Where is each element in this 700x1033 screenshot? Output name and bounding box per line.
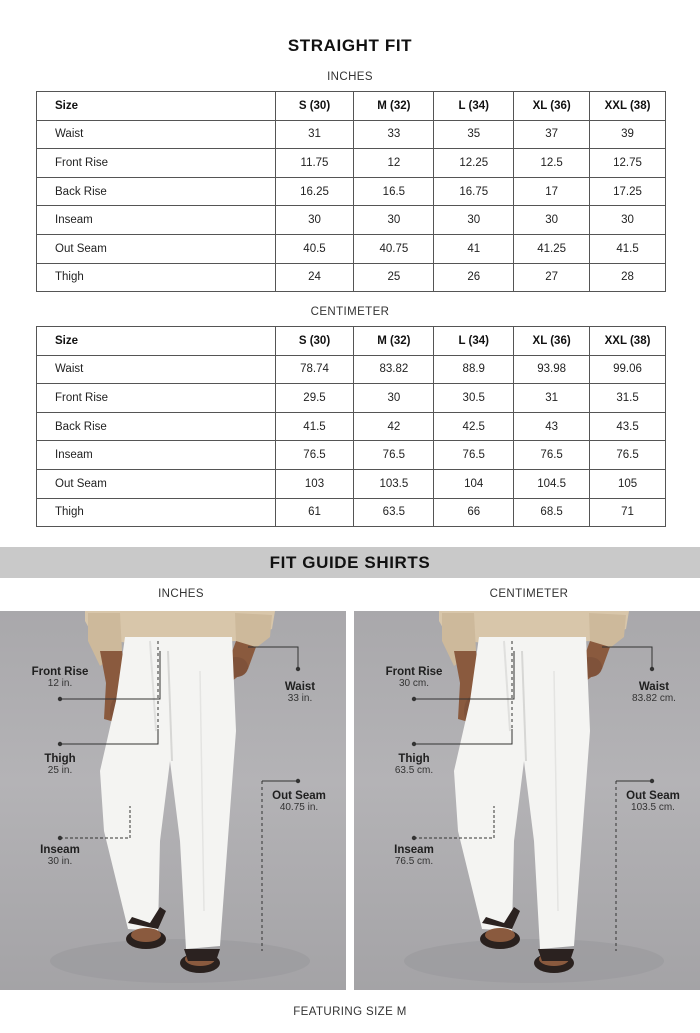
front-rise-annotation: [374, 666, 454, 689]
table-cell: 61: [275, 498, 354, 527]
table-cell: 35: [434, 120, 514, 149]
table-cell: 12: [354, 149, 434, 178]
table-cell: 105: [590, 469, 666, 498]
table-row: [37, 149, 666, 178]
inseam-value: 30 in.: [47, 856, 73, 867]
table-cell: 88.9: [434, 355, 514, 384]
measurement-name-cell: Waist: [37, 355, 276, 384]
table-cell: 76.5: [514, 441, 590, 470]
out-seam-label: Out Seam: [626, 790, 680, 802]
inches-model-photo: [0, 611, 346, 990]
measurement-name-cell: Inseam: [37, 206, 276, 235]
front-rise-label: Front Rise: [31, 666, 89, 678]
table-cell: 42: [354, 412, 434, 441]
thigh-label: Thigh: [44, 753, 76, 765]
thigh-value: 25 in.: [47, 765, 73, 776]
table-cell: 16.5: [354, 177, 434, 206]
table-cell: 41: [434, 234, 514, 263]
table-cell: 40.5: [275, 234, 354, 263]
measurement-name-cell: Waist: [37, 120, 276, 149]
centimeter-size-table: [36, 326, 666, 527]
waist-value: 83.82 cm.: [632, 693, 676, 704]
front-rise-label: Front Rise: [385, 666, 443, 678]
table-cell: 16.75: [434, 177, 514, 206]
page-title: STRAIGHT FIT: [287, 36, 413, 55]
table-cell: 30: [354, 206, 434, 235]
table-cell: 27: [514, 263, 590, 292]
front-rise-value: 30 cm.: [398, 678, 429, 689]
table-header-row: [37, 92, 666, 121]
waist-value: 33 in.: [287, 693, 313, 704]
table-row: [37, 469, 666, 498]
fit-guide-title: FIT GUIDE SHIRTS: [269, 553, 431, 572]
out-seam-label: Out Seam: [272, 790, 326, 802]
table-cell: 99.06: [590, 355, 666, 384]
table-cell: 71: [590, 498, 666, 527]
table-cell: 11.75: [275, 149, 354, 178]
table-cell: 17.25: [590, 177, 666, 206]
column-header: XXL (38): [590, 327, 666, 356]
out-seam-value: 40.75 in.: [279, 802, 319, 813]
measurement-name-cell: Out Seam: [37, 469, 276, 498]
centimeter-model-photo: [354, 611, 700, 990]
thigh-label: Thigh: [398, 753, 430, 765]
table-cell: 63.5: [354, 498, 434, 527]
column-header: M (32): [354, 327, 434, 356]
table-cell: 41.5: [275, 412, 354, 441]
table-cell: 30: [275, 206, 354, 235]
table-cell: 29.5: [275, 384, 354, 413]
table-row: [37, 120, 666, 149]
column-header: XL (36): [514, 327, 590, 356]
out-seam-value: 103.5 cm.: [631, 802, 675, 813]
centimeter-table-label: CENTIMETER: [310, 306, 390, 318]
table-cell: 103.5: [354, 469, 434, 498]
table-cell: 66: [434, 498, 514, 527]
table-cell: 76.5: [434, 441, 514, 470]
table-cell: 31: [275, 120, 354, 149]
table-cell: 83.82: [354, 355, 434, 384]
measurement-name-cell: Back Rise: [37, 177, 276, 206]
table-cell: 39: [590, 120, 666, 149]
measurement-name-cell: Front Rise: [37, 384, 276, 413]
table-cell: 76.5: [275, 441, 354, 470]
table-cell: 76.5: [354, 441, 434, 470]
inches-size-table: [36, 91, 666, 292]
table-cell: 30: [434, 206, 514, 235]
inseam-value: 76.5 cm.: [394, 856, 434, 867]
table-row: [37, 355, 666, 384]
table-cell: 25: [354, 263, 434, 292]
table-row: [37, 412, 666, 441]
table-cell: 41.5: [590, 234, 666, 263]
table-cell: 40.75: [354, 234, 434, 263]
measurement-name-cell: Out Seam: [37, 234, 276, 263]
table-cell: 30.5: [434, 384, 514, 413]
table-cell: 43: [514, 412, 590, 441]
inseam-annotation: [374, 844, 454, 867]
column-header: S (30): [275, 327, 354, 356]
table-cell: 16.25: [275, 177, 354, 206]
table-row: [37, 384, 666, 413]
table-cell: 104: [434, 469, 514, 498]
measurement-name-cell: Front Rise: [37, 149, 276, 178]
column-header: Size: [37, 327, 276, 356]
waist-label: Waist: [638, 681, 670, 693]
featuring-size-note: FEATURING SIZE M: [293, 1006, 407, 1018]
column-header: XL (36): [514, 92, 590, 121]
table-cell: 31: [514, 384, 590, 413]
inseam-label: Inseam: [394, 844, 434, 856]
thigh-annotation: [20, 753, 100, 776]
table-header-row: [37, 327, 666, 356]
measurement-name-cell: Thigh: [37, 263, 276, 292]
table-cell: 41.25: [514, 234, 590, 263]
table-row: [37, 177, 666, 206]
centimeter-panel-label: CENTIMETER: [489, 588, 569, 600]
thigh-annotation: [374, 753, 454, 776]
table-row: [37, 498, 666, 527]
measurement-name-cell: Inseam: [37, 441, 276, 470]
inseam-annotation: [20, 844, 100, 867]
table-cell: 30: [514, 206, 590, 235]
table-cell: 104.5: [514, 469, 590, 498]
waist-annotation: [614, 681, 694, 704]
table-cell: 93.98: [514, 355, 590, 384]
table-cell: 78.74: [275, 355, 354, 384]
table-cell: 30: [354, 384, 434, 413]
front-rise-value: 12 in.: [47, 678, 73, 689]
inseam-label: Inseam: [40, 844, 80, 856]
column-header: M (32): [354, 92, 434, 121]
table-cell: 37: [514, 120, 590, 149]
table-cell: 17: [514, 177, 590, 206]
column-header: XXL (38): [590, 92, 666, 121]
table-cell: 24: [275, 263, 354, 292]
inches-panel-label: INCHES: [158, 588, 204, 600]
table-cell: 33: [354, 120, 434, 149]
measurement-name-cell: Thigh: [37, 498, 276, 527]
table-cell: 30: [590, 206, 666, 235]
measurement-name-cell: Back Rise: [37, 412, 276, 441]
table-cell: 26: [434, 263, 514, 292]
column-header: S (30): [275, 92, 354, 121]
table-cell: 31.5: [590, 384, 666, 413]
column-header: Size: [37, 92, 276, 121]
table-cell: 28: [590, 263, 666, 292]
out-seam-annotation: [613, 790, 693, 813]
table-cell: 103: [275, 469, 354, 498]
inches-table-label: INCHES: [327, 71, 373, 83]
column-header: L (34): [434, 327, 514, 356]
table-cell: 68.5: [514, 498, 590, 527]
column-header: L (34): [434, 92, 514, 121]
table-row: [37, 441, 666, 470]
thigh-value: 63.5 cm.: [394, 765, 434, 776]
front-rise-annotation: [20, 666, 100, 689]
table-cell: 12.25: [434, 149, 514, 178]
waist-label: Waist: [284, 681, 316, 693]
table-cell: 43.5: [590, 412, 666, 441]
table-cell: 12.5: [514, 149, 590, 178]
table-row: [37, 234, 666, 263]
out-seam-annotation: [259, 790, 339, 813]
waist-annotation: [260, 681, 340, 704]
table-cell: 76.5: [590, 441, 666, 470]
table-row: [37, 263, 666, 292]
table-row: [37, 206, 666, 235]
table-cell: 42.5: [434, 412, 514, 441]
table-cell: 12.75: [590, 149, 666, 178]
